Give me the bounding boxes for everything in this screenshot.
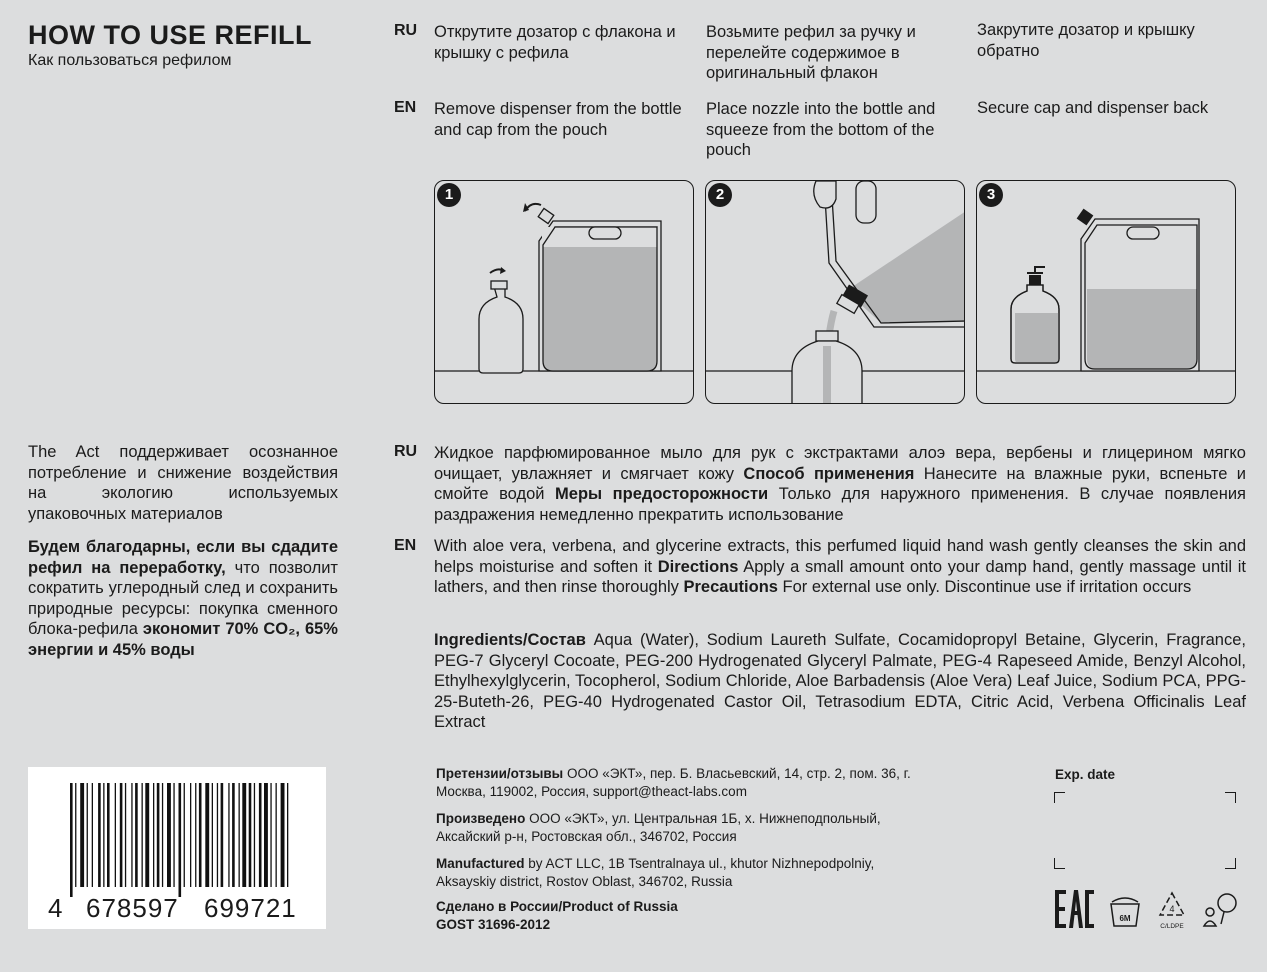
barcode-bar (259, 783, 262, 887)
barcode-bar (199, 783, 202, 887)
claims-label: Претензии/отзывы (436, 766, 564, 781)
barcode-bar (254, 783, 255, 887)
barcode-bar (125, 783, 126, 887)
desc-lang-ru: RU (394, 443, 418, 460)
barcode-bar (115, 783, 116, 887)
claims-text: ООО «ЭКТ», пер. Б. Власьевский, 14, стр. 2, пом. 36, г. Москва, 119002, Россия, support@theact-labs.com (436, 766, 911, 799)
barcode-bar (205, 783, 209, 887)
barcode-bar (107, 783, 110, 887)
origin-text: Сделано в России/Product of Russia (436, 899, 678, 914)
barcode-bar (75, 783, 76, 887)
barcode-bar (135, 783, 138, 887)
exp-corner-tr (1225, 792, 1236, 803)
description-ru (434, 443, 1246, 525)
barcode-bar (98, 783, 101, 887)
ingredients-list: Aqua (Water), Sodium Laureth Sulfate, Cocamidopropyl Betaine, Glycerin, Fragrance, PEG-7 Glyceryl Cocoate, PEG-200 Hydrogenated Glyceryl Palmate, PEG-4 Rapeseed Amide, Benzyl Alcohol, Ethylhexylglycerin, Tocopherol, Sodium Chloride, Aloe Barbadensis (Aloe Vera) Leaf Juice, Sodium PCA, PPG-25-Buteth-26, PEG-40 Hydrogenated Castor Oil, Tetrasodium EDTA, Citric Acid, Verbena Officinalis Leaf Extract (434, 631, 1246, 731)
barcode-bar (190, 783, 191, 887)
step-2-number: 2 (708, 183, 732, 207)
ingredients (434, 630, 1246, 733)
made-info (436, 810, 936, 846)
barcode-bar (195, 783, 196, 887)
desc-ru-text-1: Жидкое парфюмированное мыло для рук с экстрактами алоэ вера, вербены и глицерином мягко очищает, увлажняет и смягчает кожу (434, 444, 1246, 483)
desc-en-text-3: For external use only. Discontinue use if irritation occurs (777, 578, 1192, 596)
barcode-bar (212, 783, 213, 887)
description-en (434, 536, 1246, 598)
barcode-bar (232, 783, 235, 887)
svg-text:4: 4 (1169, 904, 1175, 914)
barcode-bar (167, 783, 171, 887)
barcode-bar (281, 783, 285, 887)
barcode-bar (184, 783, 185, 887)
eco-paragraph: The Act поддерживает осознанное потребление и снижение воздействия на экологию используемых упаковочных материалов (28, 443, 338, 523)
exp-corner-bl (1054, 858, 1065, 869)
made-label: Произведено (436, 811, 526, 826)
desc-en-bold-precautions: Precautions (683, 578, 778, 596)
barcode-bar (287, 783, 288, 887)
step-1-en: Remove dispenser from the bottle and cap from the pouch (434, 100, 682, 139)
barcode-bars (28, 767, 326, 897)
barcode-bar (142, 783, 143, 887)
barcode-bar (173, 783, 174, 887)
barcode-digit-first: 4 (48, 893, 64, 923)
ingredients-label: Ingredients/Состав (434, 631, 586, 649)
barcode-bar (228, 783, 229, 887)
barcode-bar (145, 783, 149, 887)
barcode-bar (264, 783, 268, 887)
pao-6m-icon (1108, 890, 1142, 935)
desc-ru-bold-directions: Способ применения (743, 464, 915, 483)
recycle-icon (1154, 890, 1190, 937)
step-3-en: Secure cap and dispenser back (977, 99, 1209, 117)
claims-info (436, 765, 936, 801)
eco-text-1: что позволит сократить углеродный след и сохранить природные ресурсы: покупка сменного блока-рефила (28, 558, 338, 638)
eco-bold-2: экономит 70% CO₂, 65% энергии и 45% воды (28, 620, 338, 659)
step-3-number: 3 (979, 183, 1003, 207)
barcode-bar (87, 783, 88, 887)
desc-ru-text-2: Нанесите на влажные руки, вспеньте и смойте водой (434, 464, 1246, 503)
step-1-ru: Открутите дозатор с флакона и крышку с рефила (434, 23, 676, 62)
exp-corner-tl (1054, 792, 1065, 803)
exp-corner-br (1225, 858, 1236, 869)
barcode-bar (92, 783, 93, 887)
barcode-bar (162, 783, 163, 887)
gost-text: GOST 31696-2012 (436, 917, 551, 932)
desc-en-text-2: Apply a small amount onto your damp hand, gently massage until it lathers, and then rinse thoroughly (434, 557, 1246, 596)
step-1-number: 1 (437, 183, 461, 207)
barcode-bar (179, 783, 182, 897)
barcode-bar (217, 783, 218, 887)
desc-lang-en: EN (394, 537, 417, 554)
cosmetic-mirror-icon (1200, 890, 1240, 937)
barcode-bar (80, 783, 84, 887)
barcode (28, 767, 326, 929)
barcode-bar (249, 783, 252, 887)
barcode-bar (242, 783, 246, 887)
barcode-digits-right: 699721 (204, 893, 297, 923)
barcode-bar (153, 783, 154, 887)
step-2-illustration (705, 180, 965, 404)
step-3-ru: Закрутите дозатор и крышку обратно (977, 21, 1195, 60)
page-title: HOW TO USE REFILL (28, 20, 312, 50)
barcode-bar (276, 783, 277, 887)
desc-en-bold-directions: Directions (657, 557, 739, 576)
manufactured-text: by ACT LLC, 1B Tsentralnaya ul., khutor Nizhnepodpolniy, Aksayskiy district, Rostov Oblast, 346702, Russia (436, 856, 875, 889)
svg-text:6M: 6M (1119, 914, 1131, 923)
eac-icon (1053, 888, 1095, 935)
manufactured-info (436, 855, 936, 891)
barcode-bar (131, 783, 132, 887)
barcode-bar (70, 783, 73, 897)
barcode-bar (157, 783, 160, 887)
barcode-digits-left: 678597 (86, 893, 179, 923)
desc-ru-text-3: Только для наружного применения. В случае появления раздражения немедленно прекратить использование (434, 485, 1246, 524)
barcode-bar (221, 783, 224, 887)
step-3-illustration (976, 180, 1236, 404)
manufactured-label: Manufactured (436, 856, 525, 871)
barcode-bar (239, 783, 240, 887)
barcode-bar (103, 783, 104, 887)
made-text: ООО «ЭКТ», ул. Центральная 1Б, х. Нижнеподпольный, Аксайский р-н, Ростовская обл., 346702, Россия (436, 811, 881, 844)
lang-label-ru: RU (394, 22, 418, 39)
exp-date-label: Exp. date (1055, 767, 1116, 782)
eco-bold-1: Будем благодарны, если вы сдадите рефил на переработку, (28, 538, 338, 577)
barcode-bar (120, 783, 123, 887)
page-subtitle: Как пользоваться рефилом (28, 52, 232, 69)
desc-ru-bold-precautions: Меры предосторожности (555, 485, 769, 503)
step-2-ru: Возьмите рефил за ручку и перелейте содержимое в оригинальный флакон (706, 23, 916, 82)
svg-text:C/LDPE: C/LDPE (1160, 923, 1184, 930)
eco-recycle-paragraph (28, 537, 338, 660)
step-2-en: Place nozzle into the bottle and squeeze from the bottom of the pouch (706, 100, 936, 159)
step-1-illustration (434, 180, 694, 404)
lang-label-en: EN (394, 99, 417, 116)
barcode-bar (270, 783, 271, 887)
desc-en-text-1: With aloe vera, verbena, and glycerine extracts, this perfumed liquid hand wash gently cleanses the skin and helps moisturise and soften it (434, 537, 1246, 576)
